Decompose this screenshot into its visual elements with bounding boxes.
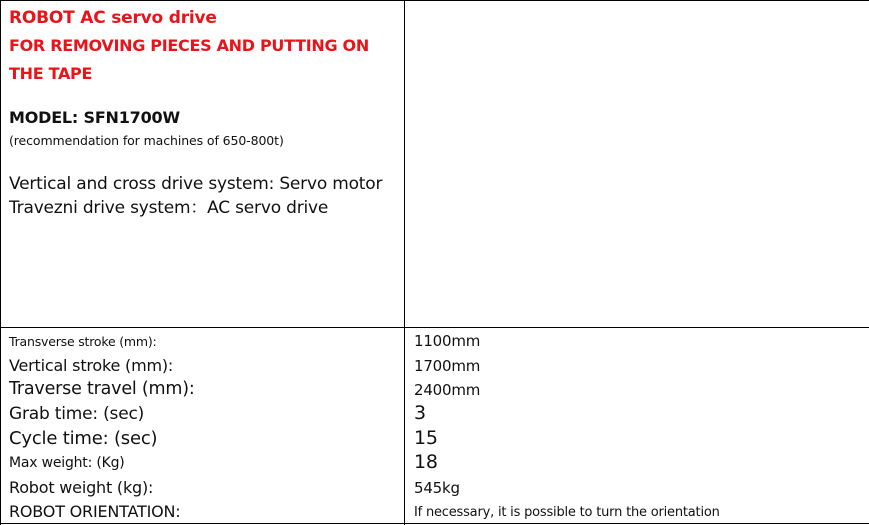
spec-value-vertical-stroke: 1700mm [414, 357, 481, 375]
header-cell [9, 4, 399, 88]
spec-value-grab-time: 3 [414, 402, 426, 424]
spec-value-traverse-travel: 2400mm [414, 381, 481, 399]
model-name: MODEL: SFN1700W [9, 108, 180, 127]
drive-description [9, 172, 382, 220]
model-note: (recommendation for machines of 650-800t) [9, 133, 284, 148]
table-row-divider [0, 327, 869, 328]
drive-line-2: Travezni drive system：AC servo drive [9, 198, 329, 218]
spec-label-robot-weight: Robot weight (kg): [9, 478, 154, 497]
table-border-top [0, 0, 869, 1]
drive-line-1: Vertical and cross drive system: Servo motor [9, 174, 383, 194]
spec-value-robot-orientation: If necessary, it is possible to turn the orientation [414, 505, 720, 520]
spec-value-transverse-stroke: 1100mm [414, 332, 481, 350]
spec-value-cycle-time: 15 [414, 427, 438, 449]
subtitle-line-2: THE TAPE [9, 64, 93, 83]
spec-label-traverse-travel: Traverse travel (mm): [9, 379, 195, 399]
spec-value-max-weight: 18 [414, 451, 438, 473]
subtitle-line-1: FOR REMOVING PIECES AND PUTTING ON [9, 36, 369, 55]
spec-label-grab-time: Grab time: (sec) [9, 404, 145, 424]
page-title: ROBOT AC servo drive [9, 8, 217, 28]
table-column-divider [404, 0, 405, 525]
spec-label-cycle-time: Cycle time: (sec) [9, 428, 158, 449]
spec-label-max-weight: Max weight: (Kg) [9, 455, 125, 471]
spec-value-robot-weight: 545kg [414, 479, 460, 497]
spec-label-vertical-stroke: Vertical stroke (mm): [9, 356, 174, 375]
table-border-left [0, 0, 1, 525]
spec-label-robot-orientation: ROBOT ORIENTATION: [9, 502, 181, 521]
table-border-bottom [0, 523, 869, 524]
spec-label-transverse-stroke: Transverse stroke (mm): [9, 334, 157, 349]
